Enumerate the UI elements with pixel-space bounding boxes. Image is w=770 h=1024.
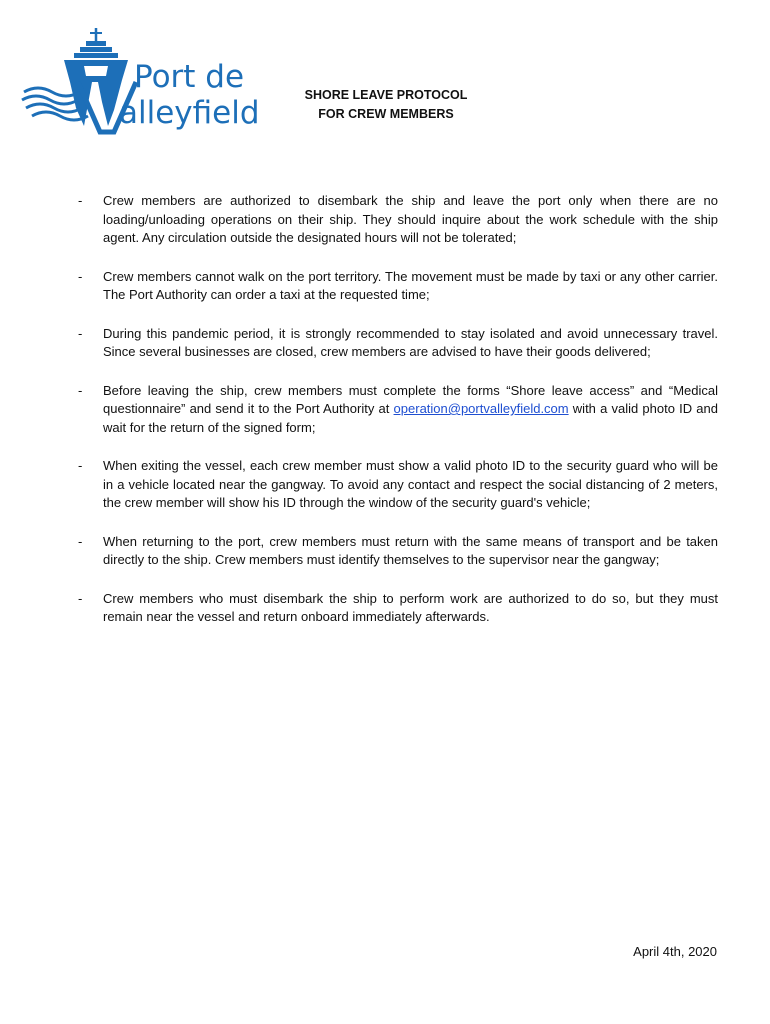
item-text: Crew members are authorized to disembark the ship and leave the port only when there are no loading/unloading operations on their ship. They should inquire about the work schedule with the ship agent. Any circulation outside the designated hours will not be tolerated; <box>103 193 718 245</box>
bullet-dash: - <box>78 193 83 208</box>
title-line2: FOR CREW MEMBERS <box>318 107 454 121</box>
email-link[interactable]: operation@portvalleyfield.com <box>393 401 569 416</box>
list-item <box>78 590 718 627</box>
item-text-before-link: Before leaving the ship, crew members must complete the forms “Shore leave access” and “Medical questionnaire” and send it to the Port Authority at <box>103 382 718 416</box>
list-item <box>78 382 718 438</box>
list-item <box>78 192 718 248</box>
bullet-dash: - <box>78 458 83 473</box>
port-de-valleyfield-logo <box>18 22 258 142</box>
title-line1: SHORE LEAVE PROTOCOL <box>304 88 468 102</box>
page-title <box>286 86 486 124</box>
list-item <box>78 268 718 305</box>
item-text: When exiting the vessel, each crew member must show a valid photo ID to the security guard who will be in a vehicle located near the gangway. To avoid any contact and respect the social distancing of 2 meters, the crew member will show his ID through the window of the security guard's vehicle; <box>103 458 718 510</box>
item-text-after-link: with a valid photo ID and wait for the return of the signed form; <box>103 401 718 435</box>
item-text: Crew members who must disembark the ship to perform work are authorized to do so, but they must remain near the vessel and return onboard immediately afterwards. <box>103 590 718 624</box>
logo-text-line2: alleyfield <box>119 95 260 131</box>
item-text: Crew members cannot walk on the port territory. The movement must be made by taxi or any other carrier. The Port Authority can order a taxi at the requested time; <box>103 268 718 302</box>
document-date: April 4th, 2020 <box>633 944 717 959</box>
list-item <box>78 457 718 513</box>
bullet-dash: - <box>78 533 83 549</box>
bullet-dash: - <box>78 590 83 606</box>
bullet-dash: - <box>78 325 83 341</box>
logo-text-line1: Port de <box>134 59 245 95</box>
bullet-dash: - <box>78 268 83 284</box>
protocol-list <box>78 192 718 627</box>
list-item <box>78 325 718 362</box>
list-item <box>78 533 718 570</box>
item-text: During this pandemic period, it is strongly recommended to stay isolated and avoid unnecessary travel. Since several businesses are closed, crew members are advised to have their goods delivered; <box>103 325 718 359</box>
bullet-dash: - <box>78 382 83 398</box>
item-text: When returning to the port, crew members must return with the same means of transport and be taken directly to the ship. Crew members must identify themselves to the supervisor near the gangway; <box>103 533 718 567</box>
